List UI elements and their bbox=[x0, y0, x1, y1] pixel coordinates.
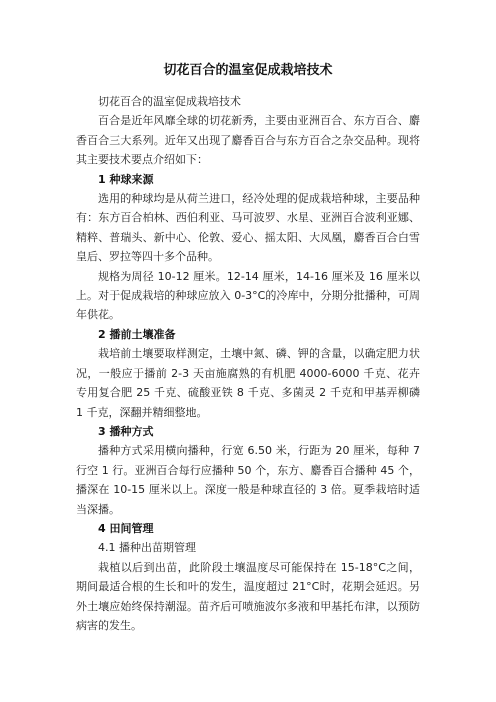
section-heading: 4 田间管理 bbox=[98, 521, 154, 535]
section-heading: 3 播种方式 bbox=[98, 424, 154, 438]
document-title: 切花百合的温室促成栽培技术 bbox=[163, 63, 333, 78]
body-paragraph: 播种方式采用横向播种，行宽 6.50 米，行距为 20 厘米，每种 7 行空 1 行。亚洲百合每行应播种 50 个，东方、麝香百合播种 45 个，播深在 10-15 厘米以上。深度一般是种球直径的 3 倍。夏季栽培时适当深播。 bbox=[76, 444, 420, 516]
section-heading: 1 种球来源 bbox=[98, 172, 154, 186]
body-paragraph: 栽培前土壤要取样测定，土壤中氮、磷、钾的含量，以确定肥力状况，一般应于播前 2-3 天亩施腐熟的有机肥 4000-6000 千克、花卉专用复合肥 25 千克、硫酸亚铁 8 千克、多菌灵 2 千克和甲基弄柳磷 1 千克，深翻并精细整地。 bbox=[76, 347, 420, 419]
section-heading: 2 播前土壤准备 bbox=[98, 327, 176, 341]
body-paragraph: 选用的种球均是从荷兰进口，经冷处理的促成栽培种球，主要品种有：东方百合柏林、西伯利亚、马可波罗、水星、亚洲百合波利亚娜、精粹、普瑞头、新中心、伦敦、爱心、摇太阳、大凤凰，麝香百合白雪皇后、罗拉等四十多个品种。 bbox=[76, 192, 420, 264]
subsection-heading: 4.1 播种出苗期管理 bbox=[98, 541, 196, 555]
body-paragraph: 切花百合的温室促成栽培技术 bbox=[98, 95, 241, 108]
body-paragraph: 百合是近年风靡全球的切花新秀，主要由亚洲百合、东方百合、麝香百合三大系列。近年又出现了麝香百合与东方百合之杂交品种。现将其主要技术要点介绍如下： bbox=[76, 114, 420, 167]
document-body bbox=[76, 92, 420, 635]
body-paragraph: 规格为周径 10-12 厘米。12-14 厘米，14-16 厘米及 16 厘米以上。对于促成栽培的种球应放入 0-3°C的冷库中，分期分批播种，可周年供花。 bbox=[76, 269, 420, 322]
body-paragraph: 栽植以后到出苗，此阶段土壤温度尽可能保持在 15-18°C之间，期间最适合根的生长和叶的发生，温度超过 21°C时，花期会延迟。另外土壤应始终保持潮湿。苗齐后可喷施波尔多液和甲基托布津，以预防病害的发生。 bbox=[76, 560, 420, 632]
